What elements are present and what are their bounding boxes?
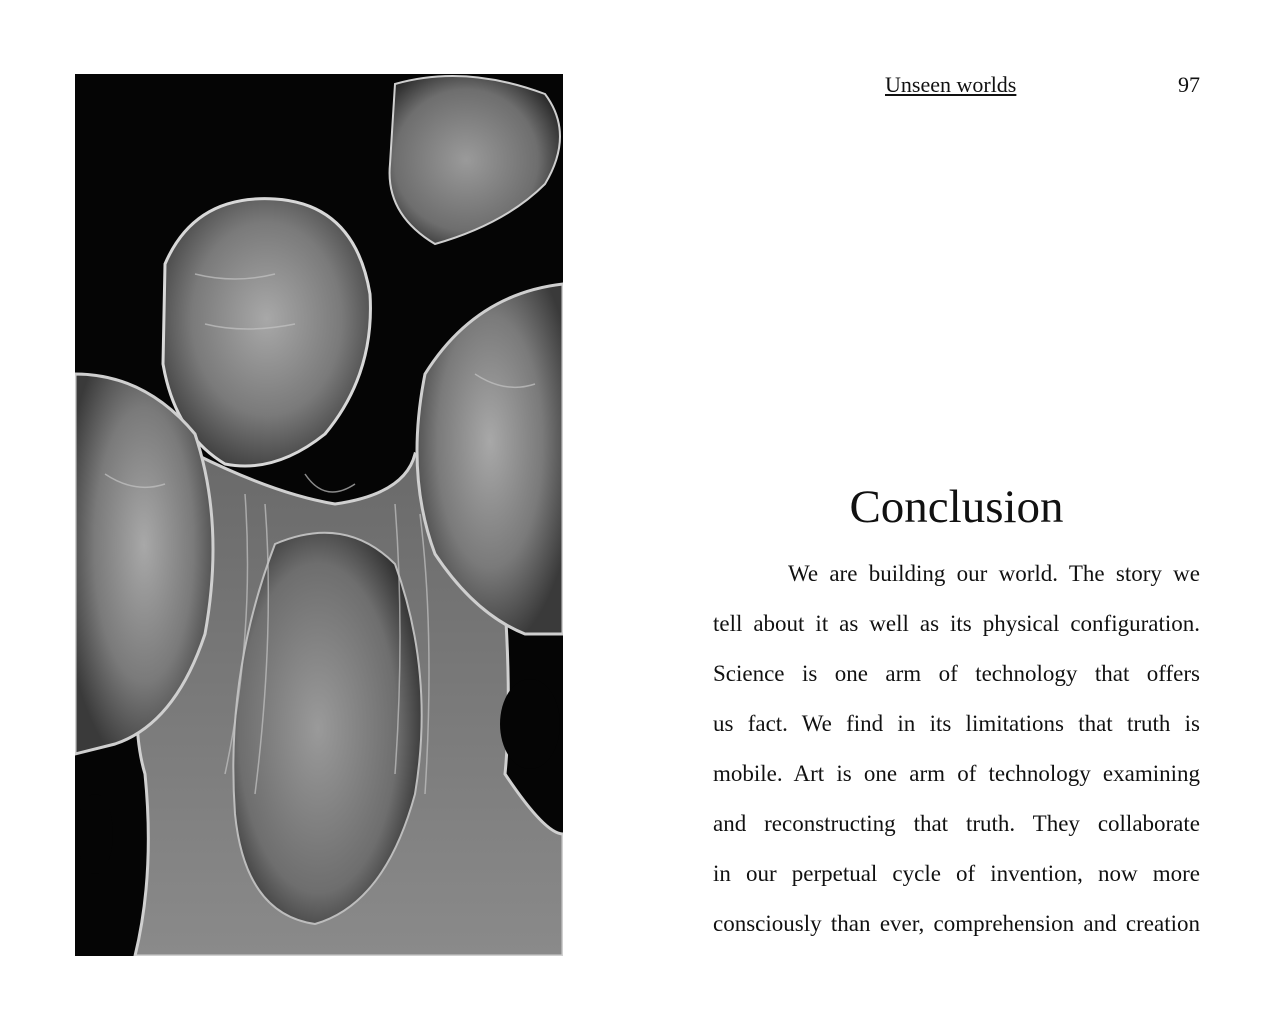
paragraph-line: in our perpetual cycle of invention, now more xyxy=(713,861,1200,886)
page-number: 97 xyxy=(1178,72,1200,97)
paragraph-line: Science is one arm of technology that offers xyxy=(713,661,1200,686)
paragraph-line: mobile. Art is one arm of technology examining xyxy=(713,761,1200,786)
paragraph-line: us fact. We find in its limitations that truth is xyxy=(713,711,1200,736)
paragraph-line: We are building our world. The story we xyxy=(788,561,1200,586)
paragraph-line: tell about it as well as its physical configuration. xyxy=(713,611,1200,636)
micrograph-illustration xyxy=(75,74,563,956)
paragraph-line: and reconstructing that truth. They collaborate xyxy=(713,811,1200,836)
section-heading: Conclusion xyxy=(849,481,1064,533)
conclusion-paragraph xyxy=(713,555,1200,955)
micrograph-image xyxy=(75,74,563,956)
paragraph-line: consciously than ever, comprehension and creation xyxy=(713,911,1200,936)
running-title: Unseen worlds xyxy=(885,72,1017,97)
